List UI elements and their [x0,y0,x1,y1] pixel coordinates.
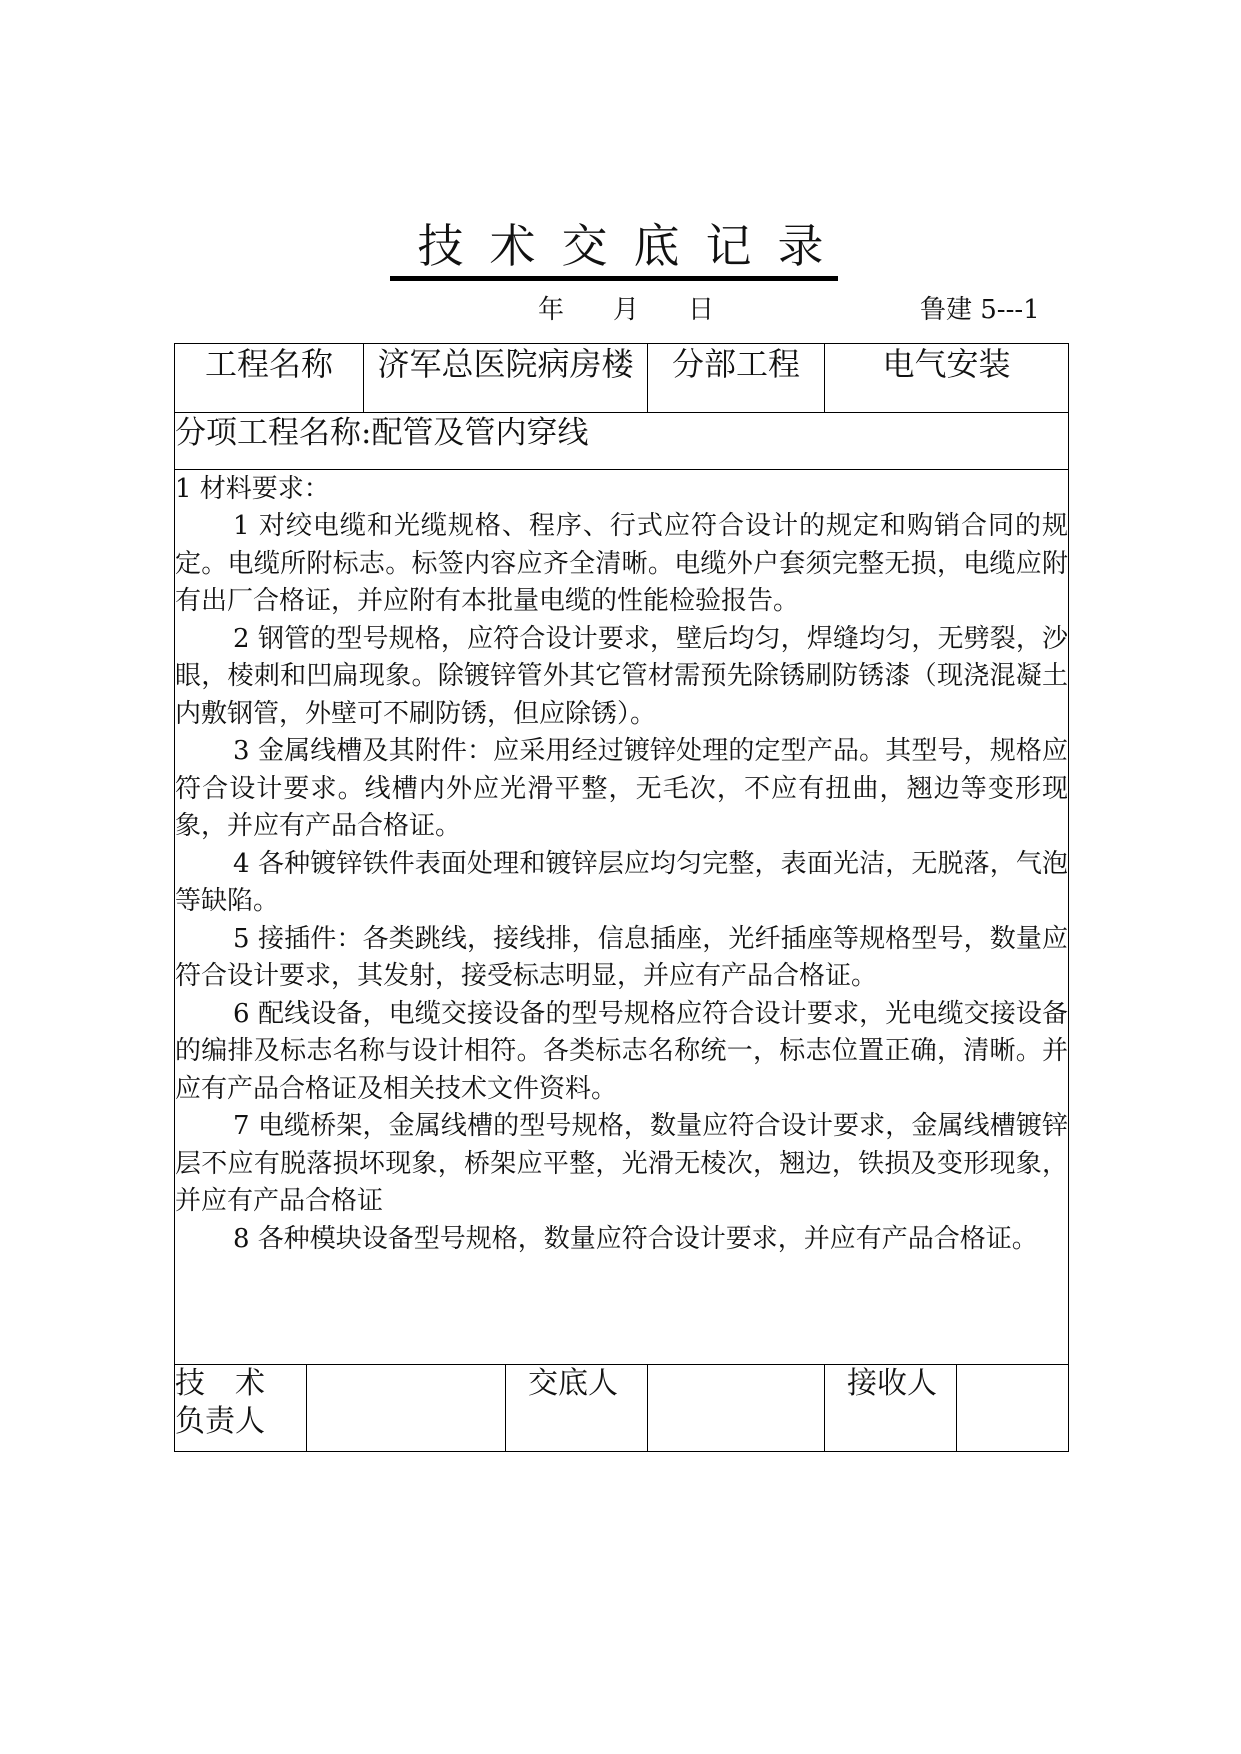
content-row [175,470,1069,1365]
requirement-paragraph: 4 各种镀锌铁件表面处理和镀锌层应均匀完整，表面光洁，无脱落，气泡等缺陷。 [175,848,1069,916]
header-row [175,344,1069,413]
tech-lead-label [175,1365,307,1452]
date-year-label: 年 [538,295,565,325]
date-day-label: 日 [688,295,715,325]
requirement-paragraph: 7 电缆桥架，金属线槽的型号规格，数量应符合设计要求，金属线槽镀锌层不应有脱落损坏现象，桥架应平整，光滑无棱次，翘边，铁损及变形现象，并应有产品合格证 [175,1111,1069,1216]
requirement-paragraph: 6 配线设备，电缆交接设备的型号规格应符合设计要求，光电缆交接设备的编排及标志名称与设计相符。各类标志名称统一，标志位置正确，清晰。并应有产品合格证及相关技术文件资料。 [175,998,1069,1104]
form-code: 鲁建 5---1 [920,295,1040,325]
project-name-value: 济军总医院病房楼 [364,344,648,413]
requirement-paragraph: 5 接插件：各类跳线，接线排，信息插座，光纤插座等规格型号，数量应符合设计要求，其发射，接受标志明显，并应有产品合格证。 [175,923,1069,991]
receiver-label: 接收人 [825,1365,957,1452]
requirement-paragraph: 8 各种模块设备型号规格，数量应符合设计要求，并应有产品合格证。 [233,1223,1038,1254]
tech-lead-label-line2: 负责人 [175,1404,265,1439]
discloser-label: 交底人 [506,1365,648,1452]
tech-lead-label-line1: 技 术 [175,1366,265,1401]
discloser-signature [648,1365,825,1452]
section-heading: 1 材料要求： [175,474,330,504]
requirement-paragraph: 1 对绞电缆和光缆规格、程序、行式应符合设计的规定和购销合同的规定。电缆所附标志。标签内容应齐全清晰。电缆外户套须完整无损，电缆应附有出厂合格证，并应附有本批量电缆的性能检验报告。 [175,511,1069,616]
subitem-row [175,413,1069,470]
tech-lead-signature [307,1365,506,1452]
document-title: 技术交底记录 [417,219,850,273]
date-month-label: 月 [613,295,640,325]
division-value: 电气安装 [825,344,1069,413]
subitem-name: 分项工程名称:配管及管内穿线 [175,413,1069,470]
requirement-paragraph: 3 金属线槽及其附件：应采用经过镀锌处理的定型产品。其型号，规格应符合设计要求。线槽内外应光滑平整，无毛次，不应有扭曲，翘边等变形现象，并应有产品合格证。 [175,736,1069,841]
title-underline [390,276,838,281]
content-cell [175,470,1069,1365]
project-name-label: 工程名称 [175,344,364,413]
record-table [174,343,1069,1452]
signature-row [175,1365,1069,1452]
division-label: 分部工程 [648,344,825,413]
requirement-paragraph: 2 钢管的型号规格，应符合设计要求，壁后均匀，焊缝均匀，无劈裂，沙眼，棱刺和凹扁现象。除镀锌管外其它管材需预先除锈刷防锈漆（现浇混凝土内敷钢管，外壁可不刷防锈，但应除锈）。 [175,623,1069,729]
receiver-signature [957,1365,1069,1452]
